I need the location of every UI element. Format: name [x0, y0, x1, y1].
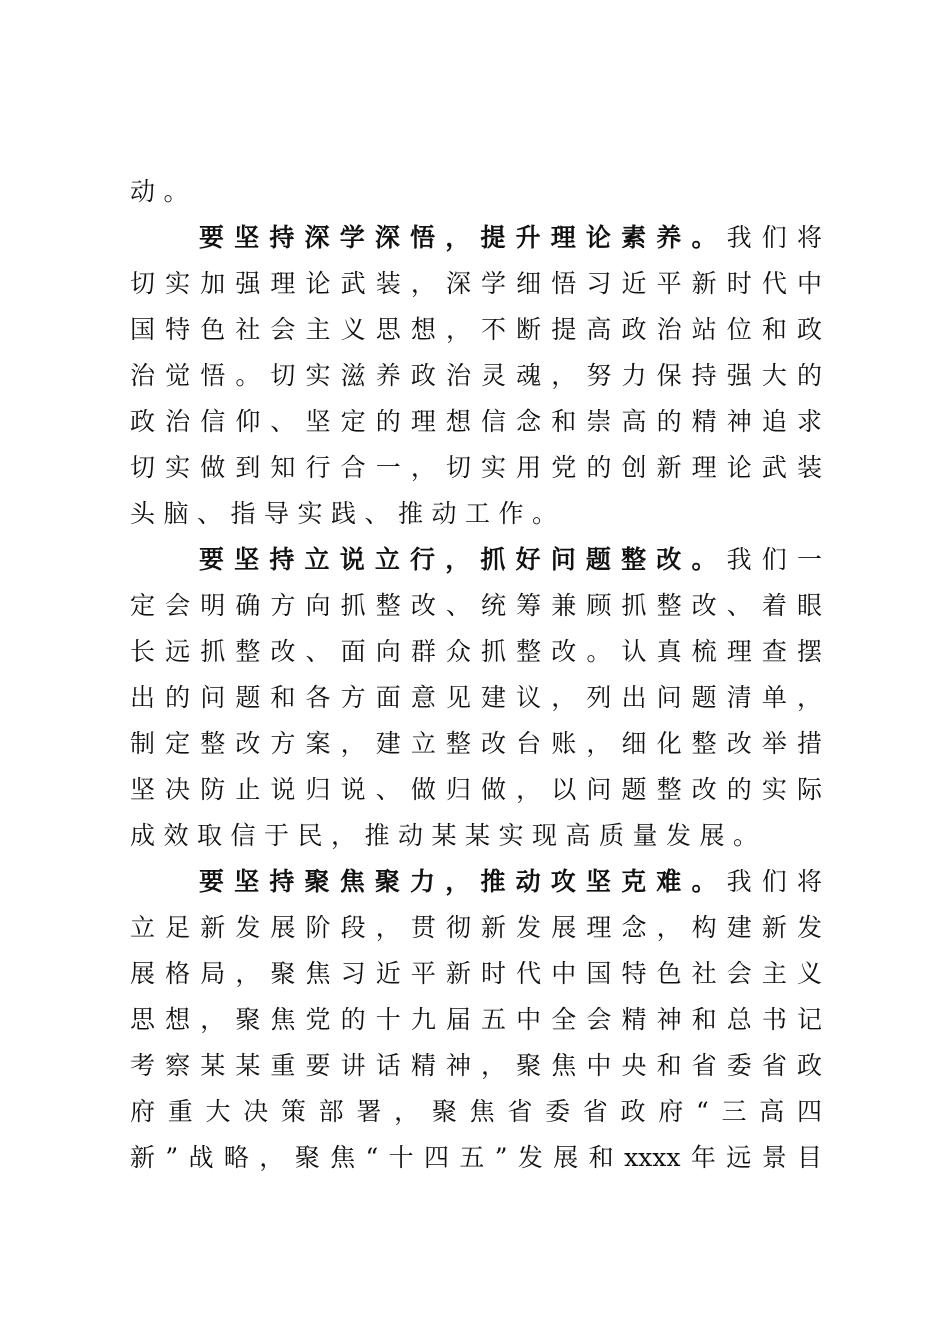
paragraph-line: 展格局，聚焦习近平新时代中国特色社会主义	[130, 959, 822, 988]
paragraph-line: 国特色社会主义思想，不断提高政治站位和政	[130, 315, 822, 344]
paragraph-line: 政治信仰、坚定的理想信念和崇高的精神追求	[130, 407, 822, 436]
paragraph-line: 立足新发展阶段，贯彻新发展理念，构建新发	[130, 913, 822, 942]
paragraph-line: 思想，聚焦党的十九届五中全会精神和总书记	[130, 1005, 822, 1034]
paragraph-line: 新”战略，聚焦“十四五”发展和xxxx年远景目	[130, 1143, 822, 1172]
paragraph-line: 成效取信于民，推动某某实现高质量发展。	[130, 821, 767, 850]
paragraph-1-first-line	[199, 218, 822, 258]
paragraph-line: 头脑、指导实践、推动工作。	[130, 499, 566, 528]
paragraph-line: 切实做到知行合一，切实用党的创新理论武装	[130, 453, 822, 482]
paragraph-line: 定会明确方向抓整改、统筹兼顾抓整改、着眼	[130, 591, 822, 620]
paragraph-line: 动。	[130, 177, 198, 206]
paragraph-1-first-rest: 我们将	[726, 223, 822, 252]
paragraph-line: 考察某某重要讲话精神，聚焦中央和省委省政	[130, 1051, 822, 1080]
paragraph-line: 坚决防止说归说、做归做，以问题整改的实际	[130, 775, 822, 804]
paragraph-3-first-rest: 我们将	[726, 867, 822, 896]
paragraph-1-heading: 要坚持深学深悟，提升理论素养。	[199, 223, 727, 252]
paragraph-2-first-line	[199, 540, 822, 580]
paragraph-line: 长远抓整改、面向群众抓整改。认真梳理查摆	[130, 637, 822, 666]
paragraph-3-heading: 要坚持聚焦聚力，推动攻坚克难。	[199, 867, 727, 896]
paragraph-2-heading: 要坚持立说立行，抓好问题整改。	[199, 545, 727, 574]
paragraph-2-first-rest: 我们一	[726, 545, 822, 574]
paragraph-line: 出的问题和各方面意见建议，列出问题清单，	[130, 683, 822, 712]
paragraph-3-first-line	[199, 862, 822, 902]
paragraph-line: 制定整改方案，建立整改台账，细化整改举措	[130, 729, 822, 758]
paragraph-line: 府重大决策部署，聚焦省委省政府“三高四	[130, 1097, 822, 1126]
paragraph-line: 切实加强理论武装，深学细悟习近平新时代中	[130, 269, 822, 298]
paragraph-line: 治觉悟。切实滋养政治灵魂，努力保持强大的	[130, 361, 822, 390]
